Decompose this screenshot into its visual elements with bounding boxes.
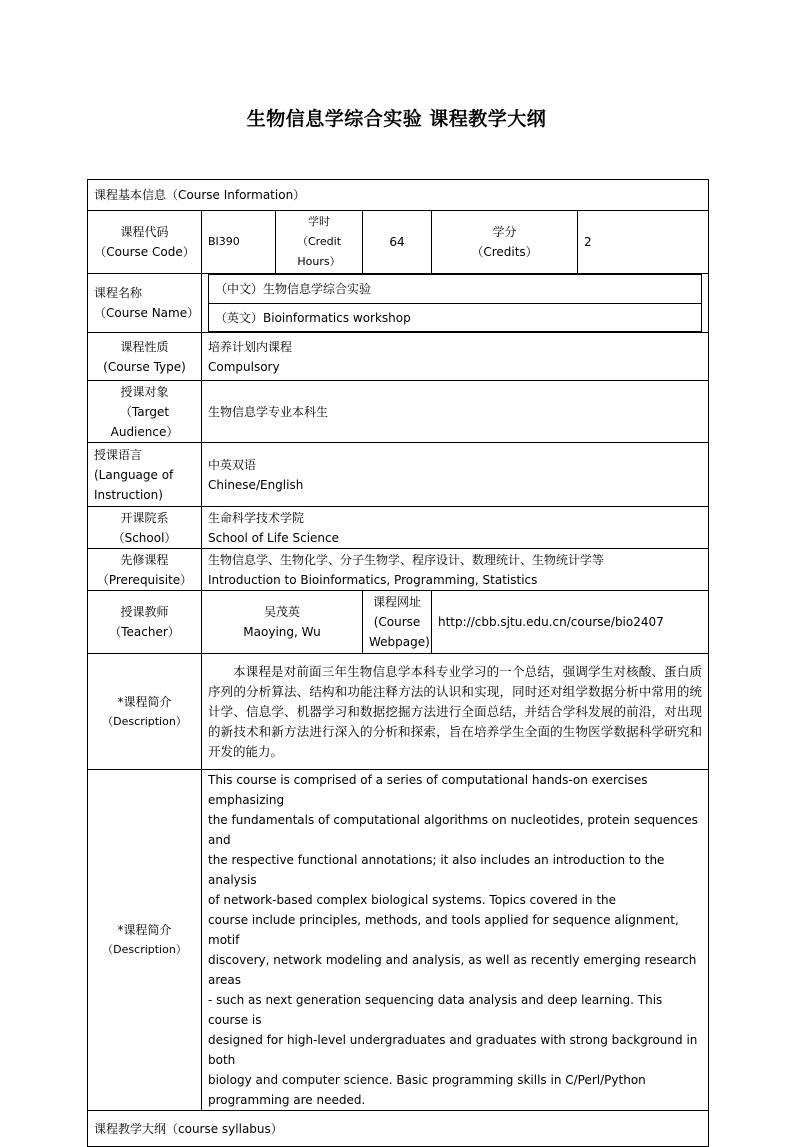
course-name-label xyxy=(88,274,202,333)
webpage-label-cn: 课程网址 xyxy=(372,595,421,609)
school-en: School of Life Science xyxy=(208,530,339,545)
description-en-line: the respective functional annotations; it also includes an introduction to the analysis xyxy=(208,853,665,887)
target-label-cn: 授课对象 xyxy=(120,384,169,399)
course-name-en: （英文）Bioinformatics workshop xyxy=(209,304,702,332)
teacher-label-en: （Teacher） xyxy=(109,625,180,639)
prerequisite-label-cn: 先修课程 xyxy=(120,552,169,567)
credit-hours-label-cn: 学时 xyxy=(308,215,330,228)
webpage-link[interactable]: http://cbb.sjtu.edu.cn/course/bio2407 xyxy=(432,591,709,654)
credit-hours-value: 64 xyxy=(363,211,432,274)
course-name-cn: （中文）生物信息学综合实验 xyxy=(209,275,702,304)
language-label xyxy=(88,443,202,507)
course-type-label-en: (Course Type) xyxy=(103,359,186,374)
target-value: 生物信息学专业本科生 xyxy=(202,381,709,443)
description-en-text xyxy=(202,770,709,1111)
course-code-label-cn: 课程代码 xyxy=(120,225,169,239)
description-en-line: programming are needed. xyxy=(208,1093,366,1107)
course-code-value: BI390 xyxy=(202,211,276,274)
description-en-label-en: （Description） xyxy=(102,943,187,956)
webpage-label-en2: Webpage) xyxy=(369,635,430,649)
description-en-line: discovery, network modeling and analysis, as well as recently emerging research areas xyxy=(208,953,697,987)
course-type-label xyxy=(88,333,202,381)
course-type-en: Compulsory xyxy=(208,359,280,374)
description-en-line: designed for high-level undergraduates and graduates with strong background in both xyxy=(208,1033,698,1067)
description-cn-text: 本课程是对前面三年生物信息学本科专业学习的一个总结，强调学生对核酸、蛋白质序列的分析算法、结构和功能注释方法的认识和实现，同时还对组学数据分析中常用的统计学、信息学、机器学习和数据挖掘方法进行全面总结，并结合学科发展的前沿，对出现的新技术和新方法进行深入的分析和探索，旨在培养学生全面的生物医学数据科学研究和开发的能力。 xyxy=(202,654,709,770)
description-en-line: - such as next generation sequencing data analysis and deep learning. This course is xyxy=(208,993,663,1027)
description-cn-label-en: （Description） xyxy=(102,714,187,728)
description-en-line: course include principles, methods, and tools applied for sequence alignment, motif xyxy=(208,913,679,947)
webpage-label-en1: (Course xyxy=(373,615,421,629)
credits-label xyxy=(432,211,578,274)
description-en-line: biology and computer science. Basic programming skills in C/Perl/Python xyxy=(208,1073,646,1087)
target-label-en2: Audience） xyxy=(110,424,179,439)
teacher-value xyxy=(202,591,363,654)
syllabus-header: 课程教学大纲（course syllabus） xyxy=(88,1111,709,1147)
description-en-line: of network-based complex biological systems. Topics covered in the xyxy=(208,893,617,907)
credit-hours-label-en1: （Credit xyxy=(296,235,342,248)
course-info-header: 课程基本信息（Course Information） xyxy=(88,180,709,211)
language-cn: 中英双语 xyxy=(208,457,257,472)
course-name-label-cn: 课程名称 xyxy=(94,286,143,300)
teacher-label-cn: 授课教师 xyxy=(120,605,169,619)
language-label-en2: Instruction) xyxy=(94,487,163,502)
teacher-label xyxy=(88,591,202,654)
webpage-label xyxy=(363,591,432,654)
prerequisite-label-en: （Prerequisite） xyxy=(96,572,193,587)
course-name-label-en: （Course Name） xyxy=(94,306,200,320)
course-type-cn: 培养计划内课程 xyxy=(208,339,293,354)
course-type-value xyxy=(202,333,709,381)
language-en: Chinese/English xyxy=(208,477,304,492)
credit-hours-label-en2: Hours） xyxy=(297,255,341,268)
description-en-label xyxy=(88,770,202,1111)
language-value xyxy=(202,443,709,507)
description-en-label-cn: *课程简介 xyxy=(117,923,172,937)
course-type-label-cn: 课程性质 xyxy=(120,339,169,354)
teacher-name-en: Maoying, Wu xyxy=(243,625,321,639)
prerequisite-en: Introduction to Bioinformatics, Programming, Statistics xyxy=(208,572,538,587)
description-en-line: This course is comprised of a series of computational hands-on exercises emphasizing xyxy=(208,773,648,807)
credits-label-en: （Credits） xyxy=(471,245,538,259)
page-title: 生物信息学综合实验 课程教学大纲 xyxy=(246,108,547,130)
school-label-cn: 开课院系 xyxy=(120,510,169,525)
course-info-table xyxy=(87,179,709,1147)
language-label-cn: 授课语言 xyxy=(94,447,143,462)
teacher-name-cn: 吴茂英 xyxy=(263,605,300,619)
prerequisite-cn: 生物信息学、生物化学、分子生物学、程序设计、数理统计、生物统计学等 xyxy=(208,552,605,567)
school-value xyxy=(202,507,709,549)
target-label xyxy=(88,381,202,443)
prerequisite-label xyxy=(88,549,202,591)
description-en-line: the fundamentals of computational algorithms on nucleotides, protein sequences and xyxy=(208,813,698,847)
school-label-en: （School） xyxy=(112,530,177,545)
description-cn-label xyxy=(88,654,202,770)
course-code-label-en: （Course Code） xyxy=(94,245,195,259)
course-code-label xyxy=(88,211,202,274)
prerequisite-value xyxy=(202,549,709,591)
credit-hours-label xyxy=(276,211,363,274)
language-label-en1: (Language of xyxy=(94,467,174,482)
school-label xyxy=(88,507,202,549)
school-cn: 生命科学技术学院 xyxy=(208,510,305,525)
credits-label-cn: 学分 xyxy=(492,225,517,239)
description-cn-label-cn: *课程简介 xyxy=(117,694,172,709)
credits-value: 2 xyxy=(578,211,709,274)
target-label-en1: （Target xyxy=(119,404,170,419)
